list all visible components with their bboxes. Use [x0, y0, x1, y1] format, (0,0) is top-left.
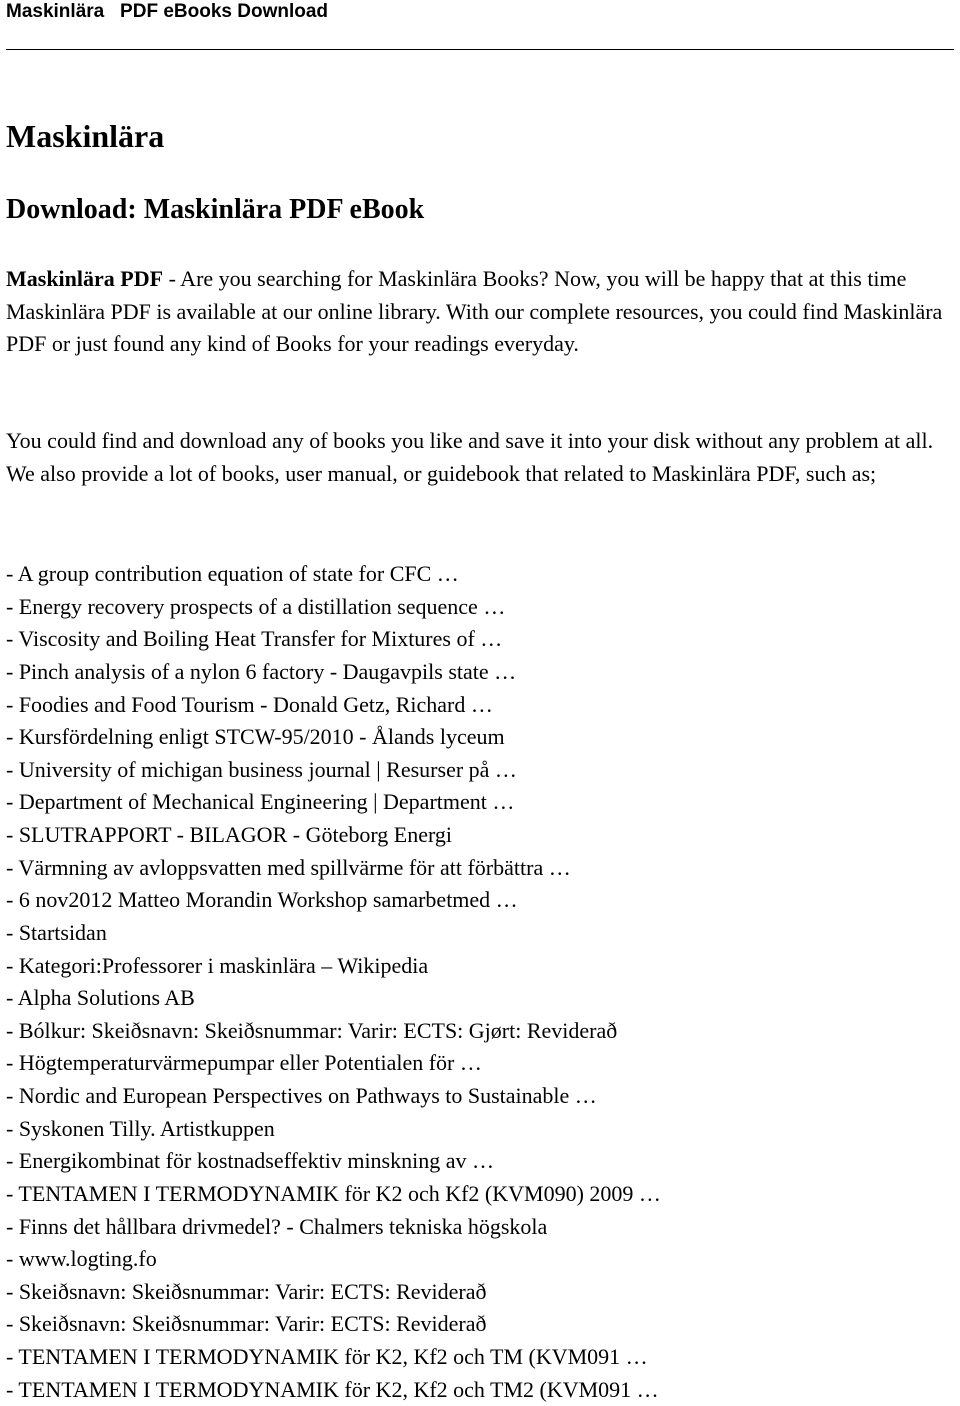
related-book-item: - Foodies and Food Tourism - Donald Getz, Richard …: [6, 691, 493, 717]
related-book-item: - Bólkur: Skeiðsnavn: Skeiðsnummar: Varir: ECTS: Gjørt: Reviderað: [6, 1017, 618, 1043]
document-title: Maskinlära: [6, 118, 165, 154]
related-book-item: - Pinch analysis of a nylon 6 factory - Daugavpils state …: [6, 658, 517, 684]
related-book-item: - Alpha Solutions AB: [6, 985, 195, 1011]
related-book-item: - TENTAMEN I TERMODYNAMIK för K2 och Kf2 (KVM090) 2009 …: [6, 1180, 661, 1206]
related-book-item: - Skeiðsnavn: Skeiðsnummar: Varir: ECTS: Reviderað: [6, 1278, 487, 1304]
related-book-item: - Kategori:Professorer i maskinlära – Wikipedia: [6, 952, 429, 978]
related-book-item: - Värmning av avloppsvatten med spillvärme för att förbättra …: [6, 854, 571, 880]
related-book-item: - Viscosity and Boiling Heat Transfer for Mixtures of …: [6, 626, 503, 652]
related-book-item: - Energy recovery prospects of a distillation sequence …: [6, 593, 506, 619]
document-subtitle: Download: Maskinlära PDF eBook: [6, 194, 425, 225]
related-book-item: - Department of Mechanical Engineering | Department …: [6, 789, 515, 815]
related-book-item: - TENTAMEN I TERMODYNAMIK för K2, Kf2 och TM (KVM091 …: [6, 1344, 648, 1369]
description-paragraph: You could find and download any of books you like and save it into your disk without any problem at all. We also provide a lot of books, user manual, or guidebook that related to Maskinlära PDF, such as;: [6, 428, 934, 486]
related-books-list: [6, 558, 661, 1406]
related-book-item: - Kursfördelning enligt STCW-95/2010 - Ålands lyceum: [6, 724, 505, 750]
related-book-item: - Skeiðsnavn: Skeiðsnummar: Varir: ECTS: Reviderað: [6, 1311, 487, 1337]
related-book-item: - www.logting.fo: [6, 1246, 157, 1272]
intro-paragraph: [6, 263, 954, 361]
related-book-item: - SLUTRAPPORT - BILAGOR - Göteborg Energi: [6, 822, 453, 847]
related-book-item: - Nordic and European Perspectives on Pathways to Sustainable …: [6, 1083, 597, 1108]
related-book-item: - University of michigan business journal | Resurser på …: [6, 756, 517, 782]
related-book-item: - Syskonen Tilly. Artistkuppen: [6, 1115, 275, 1141]
related-book-item: - A group contribution equation of state for CFC …: [6, 561, 459, 586]
related-book-item: - Finns det hållbara drivmedel? - Chalmers tekniska högskola: [6, 1213, 548, 1239]
related-book-item: - TENTAMEN I TERMODYNAMIK för K2, Kf2 och TM2 (KVM091 …: [6, 1376, 659, 1402]
intro-bold-lead: Maskinlära PDF: [6, 266, 164, 291]
related-book-item: - Energikombinat för kostnadseffektiv minskning av …: [6, 1148, 494, 1174]
related-book-item: - Startsidan: [6, 919, 107, 945]
related-book-item: - Högtemperaturvärmepumpar eller Potentialen för …: [6, 1050, 482, 1076]
header-divider: [6, 49, 954, 50]
related-book-item: - 6 nov2012 Matteo Morandin Workshop samarbetmed …: [6, 887, 518, 913]
intro-text: - Are you searching for Maskinlära Books? Now, you will be happy that at this time Maskinlära PDF is available at our online library. With our complete resources, you could find Maskinlära PDF or just found any kind of Books for your readings everyday.: [6, 266, 943, 357]
running-header: Maskinlära PDF eBooks Download: [6, 1, 329, 22]
